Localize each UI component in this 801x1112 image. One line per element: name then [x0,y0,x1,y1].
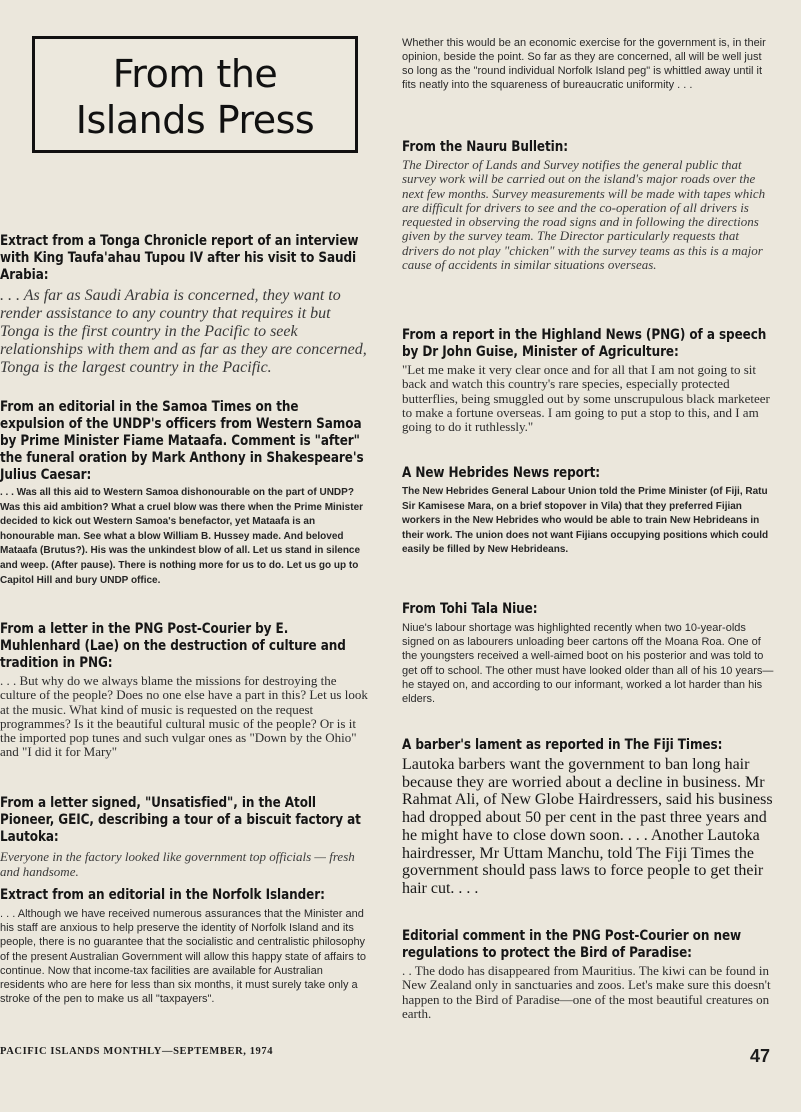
muhlenhard-body: . . . But why do we always blame the missions for destroying the culture of the people? Does no one else have a part in this? Let us look at the music. What kind of music is requested on the request programmes? Is it the beautiful cultural music of the people? Or is it the imported pop tunes and such vulgar ones as "Down by the Ohio" and "I did it for Mary" [0,673,368,760]
tohi-body: Niue's labour shortage was highlighted recently when two 10-year-olds signed on as labourers unloading beer cartons off the Moana Roa. One of the youngsters received a well-aimed boot on his posterior and was told to get off to school. The other must have looked older than all of his 10 years—he stayed on, and according to our informant, worked a lot harder than his elders. [402,622,774,706]
footer-publication: PACIFIC ISLANDS MONTHLY—SEPTEMBER, 1974 [0,1046,274,1057]
unsatisfied-article [0,795,368,879]
nauru-body: The Director of Lands and Survey notifies the general public that survey work will be carried out on the island's major roads over the next few months. Survey measurements will be made with tapes which are difficult for drivers to see and the co-operation of all drivers is requested in observing the road signs and in following the directions given by the survey team. The Director particularly requests that drivers do not play "chicken" with the survey teams as this is a major cause of accidents in similar situations overseas. [402,157,766,273]
highland-heading: From a report in the Highland News (PNG) of a speech by Dr John Guise, Minister of Agriculture: [402,327,767,360]
barber-heading: A barber's lament as reported in The Fiji Times: [402,737,723,753]
masthead-box [32,36,358,153]
paradise-heading: Editorial comment in the PNG Post-Courier on new regulations to protect the Bird of Paradise: [402,928,742,961]
norfolk-body: . . . Although we have received numerous assurances that the Minister and his staff are anxious to help preserve the identity of Norfolk Island and its people, there is no guarantee that the socialistic and centralistic philosophy of the present Australian Government will allow this happy state of affairs to continue. Now that income-tax facilities are available for Australian residents who are here for less than six months, it must surely take only a stroke of the pen to make us all "taxpayers". [0,908,367,1006]
tonga-body: . . . As far as Saudi Arabia is concerned, they want to render assistance to any country that requires it but Tonga is the first country in the Pacific to seek relationships with them and as far as they are concerned, Tonga is the largest country in the Pacific. [0,287,367,376]
tonga-article [0,233,368,377]
unsatisfied-body: Everyone in the factory looked like government top officials — fresh and handsome. [0,849,355,879]
tohi-article [402,601,774,706]
unsatisfied-heading: From a letter signed, "Unsatisfied", in the Atoll Pioneer, GEIC, describing a tour of a biscuit factory at Lautoka: [0,795,361,845]
norfolk-heading: Extract from an editorial in the Norfolk Islander: [0,887,325,903]
norfolk-continued-body: Whether this would be an economic exercise for the government is, in their opinion, beside the point. So far as they are concerned, all will be well just so long as the "round individual Norfolk Island peg" is whittled away until it fits neatly into the squareness of bureaucratic uniformity . . . [402,37,766,91]
paradise-body: . . The dodo has disappeared from Mauritius. The kiwi can be found in New Zealand only in sanctuaries and zoos. Let's make sure this doesn't happen to the Bird of Paradise—one of the most beautiful creatures on earth. [402,963,771,1021]
highland-article [402,327,774,434]
highland-body: "Let me make it very clear once and for all that I am not going to sit back and watch this country's rare species, especially protected butterflies, being smuggled out by some unscrupulous black marketeer to make a fortune overseas. I am going to put a stop to this, and I am going to do it ruthlessly." [402,362,770,435]
masthead-title [35,51,355,143]
barber-body: Lautoka barbers want the government to ban long hair because they are worried about a decline in business. Mr Rahmat Ali, of New Globe Hairdressers, said his business had dropped about 50 per cent in the past three years and he might have to close down soon. . . . Another Lautoka hairdresser, Mr Uttam Manchu, told The Fiji Times the government should pass laws to force people to get their hair cut. . . . [402,756,773,897]
masthead-title-line2: Islands Press [75,98,315,142]
tonga-heading: Extract from a Tonga Chronicle report of an interview with King Taufa'ahau Tupou IV after his visit to Saudi Arabia: [0,233,359,283]
barber-article [402,737,774,898]
samoa-heading: From an editorial in the Samoa Times on the expulsion of the UNDP's officers from Western Samoa by Prime Minister Fiame Mataafa. Comment is "after" the funeral oration by Mark Anthony in Shakespeare's Julius Caesar: [0,399,364,483]
muhlenhard-heading: From a letter in the PNG Post-Courier by E. Muhlenhard (Lae) on the destruction of culture and tradition in PNG: [0,621,346,671]
nauru-article [402,139,774,272]
tohi-heading: From Tohi Tala Niue: [402,601,538,617]
paradise-article [402,928,774,1021]
nauru-heading: From the Nauru Bulletin: [402,139,568,155]
masthead-title-line1: From the [112,52,278,96]
page-number: 47 [750,1046,771,1066]
samoa-article [0,399,368,588]
muhlenhard-article [0,621,368,760]
hebrides-heading: A New Hebrides News report: [402,465,601,481]
norfolk-article [0,887,368,1006]
hebrides-body: The New Hebrides General Labour Union told the Prime Minister (of Fiji, Ratu Sir Kamisese Mara, on a brief stopover in Vila) that they preferred Fijian workers in the New Hebrides who would be able to train New Hebrideans in their work. The union does not want Fijians occupying positions which could easily be filled by New Hebrideans. [402,486,769,556]
hebrides-article [402,465,774,558]
samoa-body: . . . Was all this aid to Western Samoa dishonourable on the part of UNDP? Was this aid ambition? What a cruel blow was there when the Prime Minister decided to kick out Western Samoa's benefactor, yet Mataafa is an honourable man. See what a blow William B. Hussey made. And beloved Mataafa (Brutus?). His was the unkindest blow of all. Let us stand in silence and weep. (After pause). There is nothing more for us to do. Let us go up to Capitol Hill and bury UNDP office. [0,487,364,586]
norfolk-continued [402,36,774,92]
